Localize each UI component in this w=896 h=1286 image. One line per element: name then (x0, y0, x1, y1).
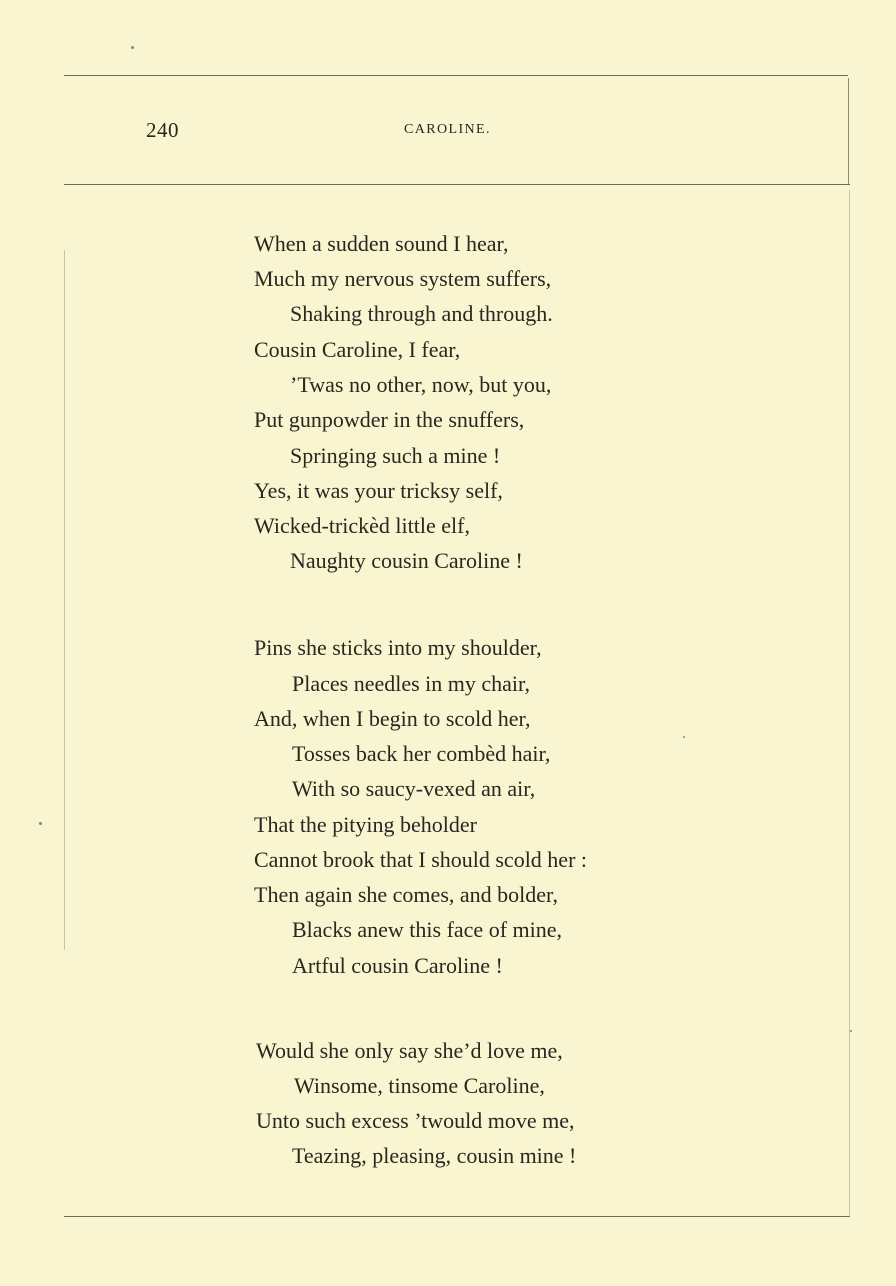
poem-line: Yes, it was your tricksy self, (254, 478, 503, 503)
poem-line: Put gunpowder in the snuffers, (254, 407, 525, 432)
poem-line: Springing such a mine ! (290, 443, 501, 468)
poem-line: And, when I begin to scold her, (254, 706, 531, 731)
poem-line: Then again she comes, and bolder, (254, 882, 558, 907)
poem-line: That the pitying beholder (254, 812, 477, 837)
poem-line: Would she only say she’d love me, (256, 1038, 563, 1063)
running-title: CAROLINE. (404, 122, 491, 137)
poem-line: ’Twas no other, now, but you, (290, 372, 552, 397)
bottom-rule (64, 1216, 850, 1217)
page-number: 240 (146, 118, 179, 142)
poem-line: Pins she sticks into my shoulder, (254, 635, 542, 660)
poem-line: Wicked-trickèd little elf, (254, 513, 470, 538)
poem-line: When a sudden sound I hear, (254, 231, 509, 256)
scan-speck (683, 736, 685, 738)
poem-line: Teazing, pleasing, cousin mine ! (292, 1143, 577, 1168)
scan-speck (850, 1030, 852, 1032)
poem-line: Blacks anew this face of mine, (292, 917, 563, 942)
poem-line: With so saucy-vexed an air, (292, 776, 536, 801)
poem-line: Naughty cousin Caroline ! (290, 548, 523, 573)
poem-line: Cousin Caroline, I fear, (254, 337, 461, 362)
running-header (0, 0, 896, 200)
poem-line: Places needles in my chair, (292, 671, 530, 696)
left-margin-line (64, 250, 65, 950)
poem-line: Winsome, tinsome Caroline, (294, 1073, 545, 1098)
poem-line: Shaking through and through. (290, 301, 553, 326)
poem-line: Artful cousin Caroline ! (292, 953, 503, 978)
poem-line: Cannot brook that I should scold her : (254, 847, 588, 872)
poem-line: Tosses back her combèd hair, (292, 741, 551, 766)
poem-line: Much my nervous system suffers, (254, 266, 552, 291)
poem-line: Unto such excess ’twould move me, (256, 1108, 575, 1133)
right-margin-line (849, 190, 850, 1216)
scan-speck (39, 822, 42, 825)
